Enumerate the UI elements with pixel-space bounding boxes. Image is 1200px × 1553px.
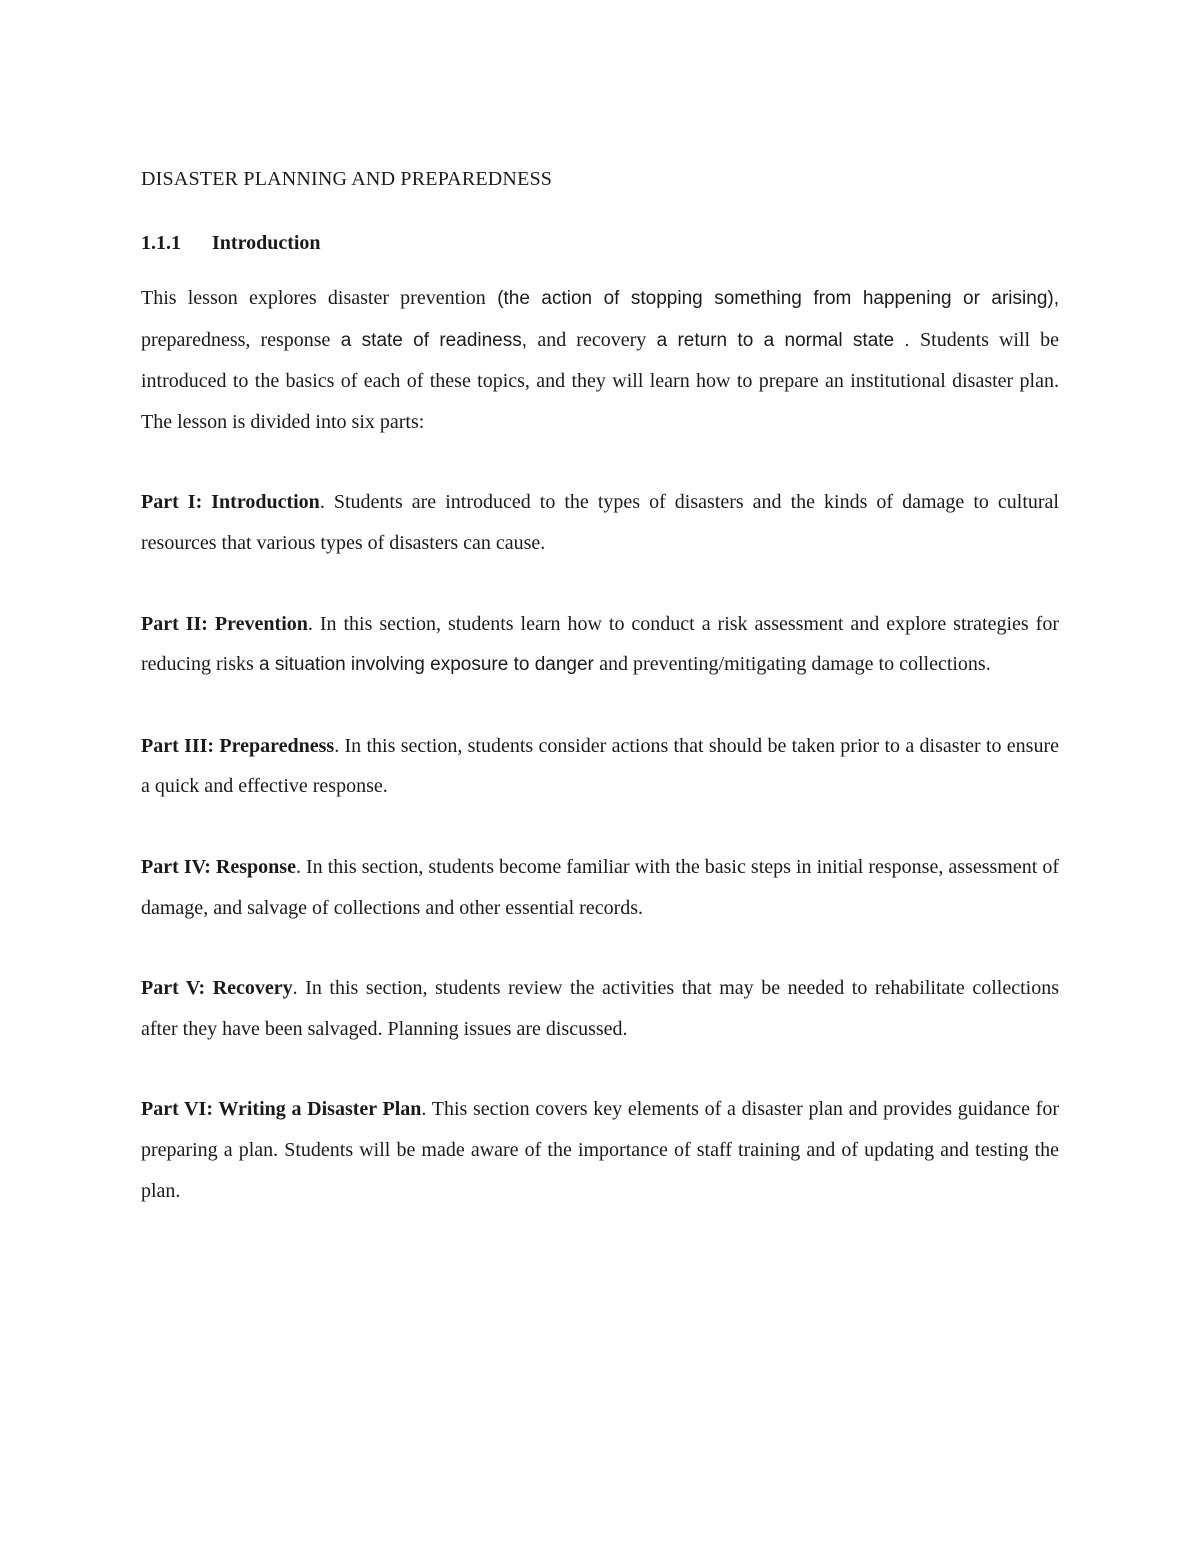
intro-definition-recovery: a return to a normal state . [646, 329, 921, 351]
part-paragraph [141, 847, 1059, 928]
part-label: Part IV: Response [141, 855, 296, 878]
section-number: 1.1.1 [141, 232, 181, 254]
intro-text-1: This lesson explores disaster prevention [141, 287, 486, 309]
intro-paragraph [141, 278, 1059, 442]
part-text: and preventing/mitigating damage to collections. [599, 653, 991, 676]
part-paragraph [141, 604, 1059, 686]
section-heading [141, 224, 1059, 262]
part-label: Part V: Recovery [141, 977, 293, 1000]
part-label: Part I: Introduction [141, 491, 320, 514]
part-text: . In this section, students become familiar with the basic steps in initial response, assessment of damage, and salvage of collections and other essential records. [141, 855, 1059, 919]
part-label: Part III: Preparedness [141, 734, 335, 757]
document-title: DISASTER PLANNING AND PREPAREDNESS [141, 168, 553, 190]
part-label: Part II: Prevention [141, 612, 308, 635]
part-paragraph [141, 482, 1059, 563]
part-text: . This section covers key elements of a disaster plan and provides guidance for preparing a plan. Students will be made aware of the importance of staff training and of updating and testing the plan. [141, 1098, 1059, 1202]
part-text: . In this section, students consider actions that should be taken prior to a disaster to ensure a quick and effective response. [141, 734, 1060, 798]
part-paragraph [141, 726, 1059, 807]
part-label: Part VI: Writing a Disaster Plan [141, 1098, 422, 1121]
section-title: Introduction [212, 232, 321, 254]
part-text: . In this section, students review the activities that may be needed to rehabilitate collections after they have been salvaged. Planning issues are discussed. [141, 977, 1059, 1040]
intro-text-3: and recovery [537, 328, 647, 351]
intro-definition-prevention: (the action of stopping something from happening or arising), [485, 288, 1059, 309]
intro-text-2: preparedness, response [141, 328, 331, 351]
part-definition-risk: a situation involving exposure to danger [253, 654, 600, 676]
part-paragraph [141, 968, 1059, 1049]
part-paragraph [141, 1089, 1059, 1211]
intro-text-4: Students will be introduced to the basics of each of these topics, and they will learn how to prepare an institutional disaster plan. The lesson is divided into six parts: [141, 328, 1060, 433]
intro-definition-response: a state of readiness, [330, 329, 538, 351]
part-text: . In this section, students learn how to conduct a risk assessment and explore strategies for reducing risks [141, 612, 1059, 676]
document-page [141, 160, 1059, 1251]
part-text: . Students are introduced to the types of disasters and the kinds of damage to cultural resources that various types of disasters can cause. [141, 491, 1059, 554]
